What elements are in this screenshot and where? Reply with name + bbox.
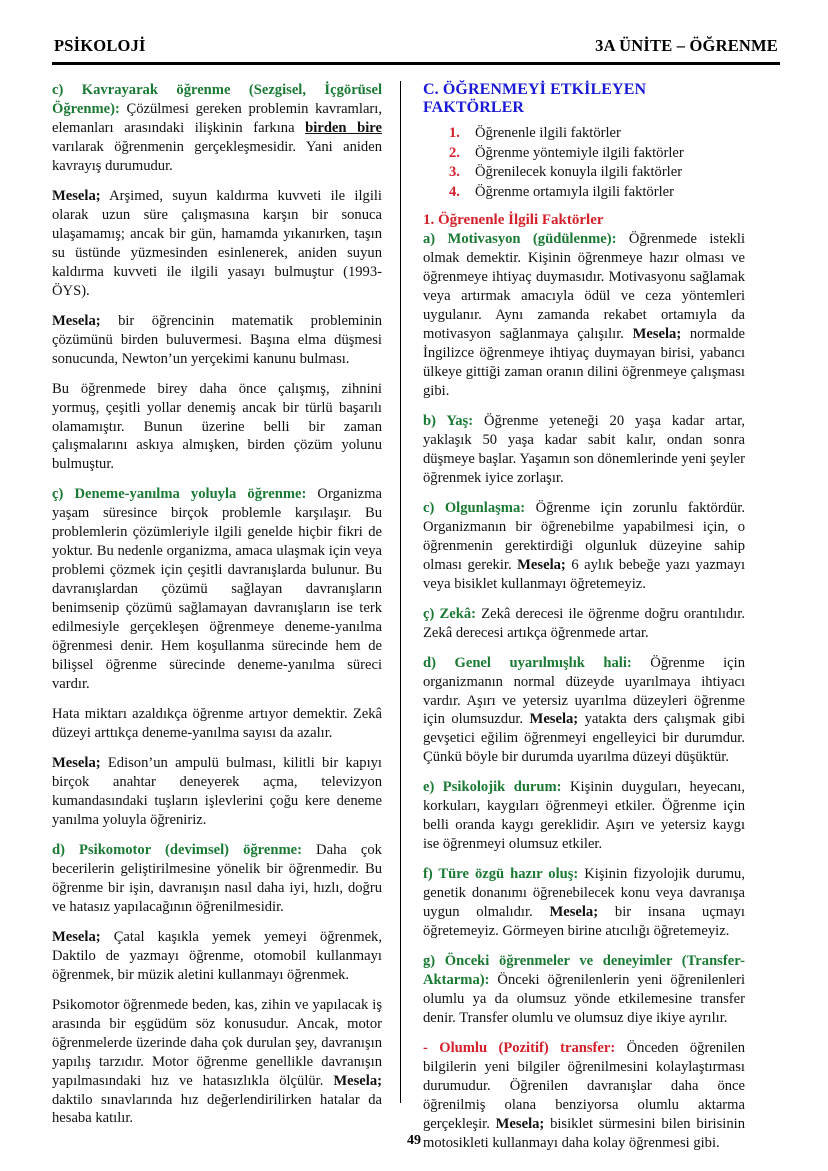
paragraph-text: Çatal kaşıkla yemek yemeyi öğrenmek, Daktilo de yazmayı öğrenme, otomobil kullanmayı öğrenmek, bir müzik aletini kullanmayı öğrenmek.	[52, 928, 382, 983]
list-item-label: Öğrenenle ilgili faktörler	[475, 125, 621, 141]
heading-motivasyon: a) Motivasyon (güdülenme):	[423, 231, 617, 248]
paragraph-mesela-newton	[52, 312, 382, 369]
heading-onceki-ogrenmeler-transfer: g) Önceki öğrenmeler ve deneyimler (Transfer-Aktarma):	[423, 953, 745, 989]
paragraph-text: Öğrenmede istekli olmak demektir. Kişinin öğrenmeye hazır olması ve öğrenmeye ihtiyaç duymasıdır. Motivasyonu sağlamak veya artırmak amacıyla ödül ve ceza yöntemleri uygulanır. Aynı zamanda rekabet ortamıyla da motivasyon sağlanmaya çalışılır.	[423, 231, 746, 343]
paragraph-kavrayarak-ogrenme	[52, 81, 382, 176]
paragraph-text: normalde İngilizce öğrenmeye ihtiyaç duymayan birisi, yabancı ülkeye gittiği zaman oranın dilini öğrenmeye çalışması gibi.	[423, 326, 745, 399]
emphasis-birden-bire: birden bire	[305, 119, 383, 136]
paragraph-text: Çözülmesi gereken problemin kavramları, elemanları arasındaki ilişkinin farkına	[52, 100, 382, 136]
paragraph-olgunlasma	[423, 499, 745, 594]
list-item-number: 1.	[449, 125, 460, 141]
lead-mesela: Mesela;	[333, 1072, 382, 1089]
list-item-number: 2.	[449, 144, 460, 161]
paragraph-mesela-catal-kasik	[52, 928, 382, 985]
list-item	[449, 124, 745, 144]
paragraph-text: daktilo sınavlarında hız değerlendirilirken hatalar da hesaba katılır.	[52, 1091, 382, 1127]
heading-olumlu-pozitif-transfer: - Olumlu (Pozitif) transfer:	[423, 1040, 616, 1056]
list-item-label: Öğrenme ortamıyla ilgili faktörler	[475, 183, 674, 200]
lead-mesela: Mesela;	[52, 187, 101, 204]
list-item	[449, 144, 745, 164]
heading-zeka: ç) Zekâ:	[423, 605, 477, 622]
list-item-label: Öğrenilecek konuyla ilgili faktörler	[475, 164, 683, 181]
paragraph-bu-ogrenmede: Bu öğrenmede birey daha önce çalışmış, zihnini yormuş, çeşitli yollar denemiş ancak bir türlü başarılı olamamıştır. Bunun üzerine belli bir zaman çalışmalarını askıya almışken, birden çözüm yolunu bulmuştur.	[52, 380, 382, 473]
header-subject: PSİKOLOJİ	[54, 36, 146, 55]
paragraph-onceki-ogrenmeler	[423, 952, 745, 1028]
heading-yas: b) Yaş:	[423, 412, 474, 429]
lead-mesela: Mesela;	[529, 711, 579, 728]
page-number: 49	[407, 1133, 421, 1148]
left-column	[52, 81, 396, 1127]
heading-psikolojik-durum: e) Psikolojik durum:	[423, 779, 562, 796]
lead-mesela: Mesela;	[52, 755, 101, 771]
paragraph-text: Edison’un ampulü bulması, kilitli bir kapıyı birçok anahtar deneyerek açma, televizyon kumandasındaki tuşların işlevlerini çoğu kere deneme yanılma yoluyla öğreniriz.	[52, 755, 382, 828]
paragraph-text: Daha çok becerilerin geliştirilmesine yönelik bir öğrenmedir. Bu öğrenme bir işin, davranışın nasıl daha iyi, hızlı, doğru ve hatasız yapılacağının öğrenilmesidir.	[52, 841, 382, 915]
list-item-number: 4.	[449, 183, 460, 200]
list-item-number: 3.	[449, 164, 460, 181]
header-rule	[52, 62, 780, 65]
header-unit: 3A ÜNİTE – ÖĞRENME	[595, 36, 778, 55]
lead-mesela: Mesela;	[52, 312, 101, 329]
factors-list	[423, 124, 745, 202]
lead-mesela: Mesela;	[495, 1115, 545, 1132]
list-item	[449, 183, 745, 203]
paragraph-genel-uyarilmislik	[423, 654, 745, 768]
paragraph-text: yatakta ders çalışmak gibi gevşetici eğilim öğrenmeyi engelleyici bir durumdur. Çünkü böyle bir durumda uyarılma düzeyi düşüktür.	[423, 711, 745, 766]
heading-olgunlasma: c) Olgunlaşma:	[423, 499, 526, 516]
paragraph-text: varılarak öğrenmenin gerçekleşmesidir. Yani aniden kavrayış durumudur.	[52, 138, 382, 174]
heading-deneme-yanilma: ç) Deneme-yanılma yoluyla öğrenme:	[52, 486, 307, 503]
paragraph-text: Kişinin duyguları, heyecanı, korkuları, kaygıları öğrenmeyi etkiler. Öğrenme için belli oranda kaygı gereklidir. Aşırı ve yetersiz kaygı ise öğrenmeyi olumsuz etkiler.	[423, 779, 745, 853]
paragraph-text: bir insana uçmayı öğretemeyiz. Görmeyen birine atıcılığı öğretemeyiz.	[423, 904, 745, 940]
paragraph-text: 6 aylık bebeğe yazı yazmayı veya bisiklet kullanmayı öğretemeyiz.	[423, 556, 745, 592]
paragraph-text: Organizma yaşam süresince birçok problemle karşılaşır. Bu problemlerin çözümleriyle ilgili genelde hiçbir fikri de yoktur. Bu nedenle organizma, amaca ulaşmak için veya problemi çözmek için çeşitli davranışlarda bulunur. Bu davranışlardan çözümü sağlayan davranışların benimsenip çözümü sağlamayan davranışların ise terk edilmesiyle gerçekleşen öğrenmeye deneme-yanılma öğrenmesi denir. Hem koşullanma sürecinde hem de bilişsel öğrenme sürecinde deneme-yanılma süreci vardır.	[52, 486, 382, 693]
paragraph-text: Zekâ derecesi ile öğrenme doğru orantılıdır. Zekâ derecesi artıkça öğrenmede artar.	[423, 605, 745, 641]
paragraph-text: Arşimed, suyun kaldırma kuvveti ile ilgili olarak uzun süre çalışmasına karşın bir sonuca ulaşamamış; ancak bir gün, hamamda yıkanırken, taşın su üstünde yüzmesinden esinlenerek, aniden suyun kaldırma kuvveti ile ilgili yasayı bulmuştur (1993-ÖYS).	[52, 187, 382, 299]
lead-mesela: Mesela;	[549, 904, 599, 921]
list-item-label: Öğrenme yöntemiyle ilgili faktörler	[475, 144, 684, 161]
list-item	[449, 163, 745, 183]
paragraph-psikomotor-ogrenme	[52, 841, 382, 917]
paragraph-deneme-yanilma	[52, 485, 382, 694]
paragraph-text: Öğrenme için zorunlu faktördür. Organizmanın bir öğrenebilme yapabilmesi için, o öğrenmenin gerektirdiği olgunluk düzeyine sahip olması gerekir.	[423, 499, 746, 573]
paragraph-text: Önceki öğrenilenlerin yeni öğrenilenleri olumlu ya da olumsuz yönde etkilemesine transfer denir. Transfer olumlu ve olumsuz diye ikiye ayrılır.	[423, 972, 745, 1027]
paragraph-psikolojik-durum	[423, 778, 745, 854]
lead-mesela: Mesela;	[52, 928, 101, 945]
paragraph-hata-miktari: Hata miktarı azaldıkça öğrenme artıyor demektir. Zekâ düzeyi arttıkça deneme-yanılma sayısı da azalır.	[52, 706, 382, 742]
lead-mesela: Mesela;	[632, 326, 682, 343]
heading-kavrayarak-ogrenme: c) Kavrayarak öğrenme (Sezgisel, İçgörüsel Öğrenme):	[52, 82, 382, 117]
paragraph-text: bisiklet sürmesini bilen birisinin motosikleti kullanmayı daha kolay öğrenmesi gibi.	[423, 1115, 745, 1151]
paragraph-text: Kişinin fizyolojik durumu, genetik donanımı öğrenebilecek konu veya davranışa uygun olmalıdır.	[423, 866, 745, 921]
paragraph-mesela-edison	[52, 754, 382, 830]
running-header	[52, 36, 780, 60]
paragraph-psikomotor-esgudum	[52, 996, 382, 1129]
heading-genel-uyarilmislik-hali: d) Genel uyarılmışlık hali:	[423, 654, 632, 671]
section-title-faktorler: C. ÖĞRENMEYİ ETKİLEYEN FAKTÖRLER	[423, 81, 647, 116]
paragraph-text: Psikomotor öğrenmede beden, kas, zihin ve yapılacak iş arasında bir eşgüdüm söz konusudur. Ancak, motor öğrenmelerde üzerinde daha çok durulan şey, davranışın yapılış tarzıdır. Motor öğrenme genellikle davranışın yapılmasındaki hız ve hatasızlıkla ölçülür.	[52, 996, 382, 1089]
paragraph-yas	[423, 412, 745, 488]
heading-ture-ozgu-hazir-olus: f) Türe özgü hazır oluş:	[423, 866, 579, 883]
paragraph-text: Önceden öğrenilen bilgilerin yeni bilgiler öğrenilmesini kolaylaştırması durumudur. Öğrenilen davranışlar daha önce öğrenilmiş olana benziyorsa olumlu aktarma gerçekleşir.	[423, 1040, 745, 1132]
heading-psikomotor-ogrenme: d) Psikomotor (devimsel) öğrenme:	[52, 841, 302, 858]
paragraph-motivasyon	[423, 230, 745, 401]
paragraph-ture-ozgu-hazir-olus	[423, 865, 745, 941]
paragraph-zeka	[423, 605, 745, 643]
paragraph-text: bir öğrencinin matematik probleminin çözümünü birden buluvermesi. Başına elma düşmesi sonucunda, Newton’un yerçekimi kanunu bulması.	[52, 312, 382, 367]
paragraph-mesela-arsimed	[52, 187, 382, 301]
paragraph-text: Öğrenme için organizmanın normal düzeyde uyarılmaya ihtiyacı vardır. Aşırı ve yetersiz uyarılma düzeyleri öğrenme için olumsuzdur.	[423, 654, 746, 728]
lead-mesela: Mesela;	[517, 556, 566, 573]
subsection-title-ogrenenle-ilgili: 1. Öğrenenle İlgili Faktörler	[423, 212, 604, 229]
paragraph-text: Öğrenme yeteneği 20 yaşa kadar artar, yaklaşık 50 yaşa kadar sabit kalır, ondan sonra düşmeye başlar. Yaşamın son dönemlerinde yeni şeyler öğrenmek iyice zorlaşır.	[423, 412, 745, 486]
